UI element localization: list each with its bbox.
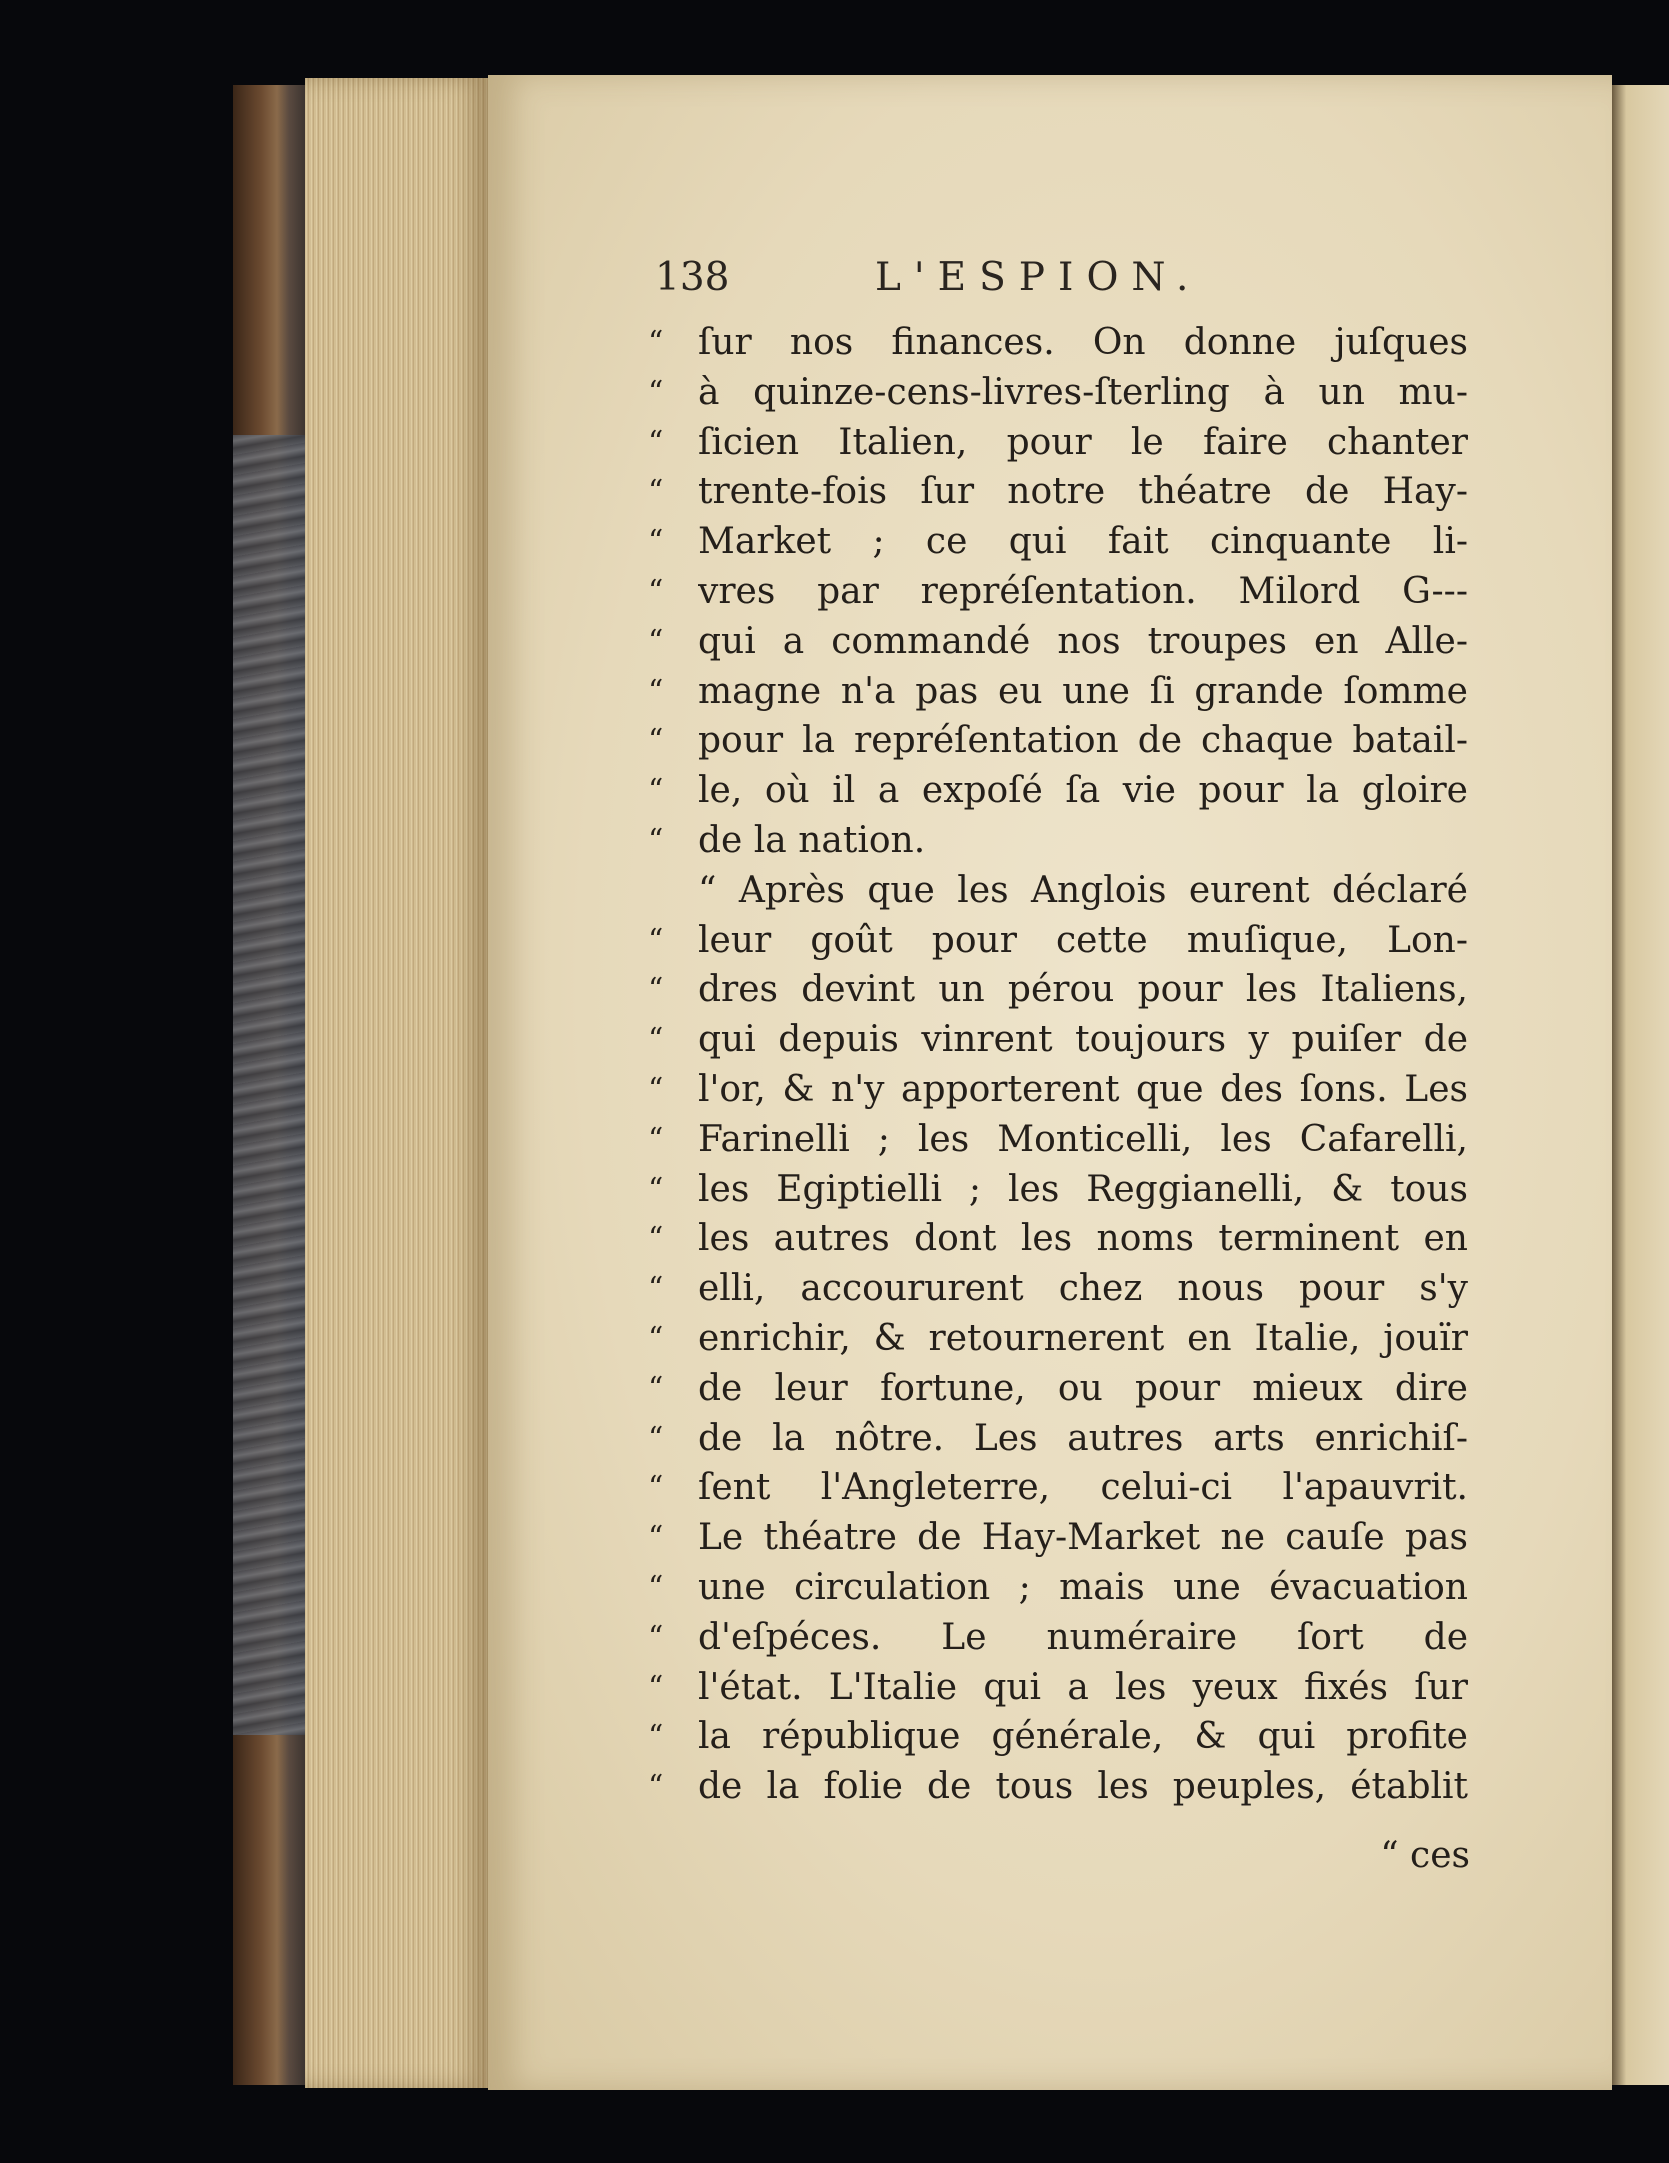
quote-mark: “: [648, 1022, 664, 1058]
line-text: dres devint un pérou pour les Italiens,: [698, 969, 1468, 1011]
line-text: ſicien Italien, pour le faire chanter: [698, 421, 1468, 463]
quote-mark: “: [648, 1470, 664, 1506]
text-line: [648, 1015, 1468, 1065]
text-line: [648, 716, 1468, 766]
quote-mark: “: [648, 1271, 664, 1307]
text-line: [648, 965, 1468, 1015]
catchword: “ ces: [1380, 1835, 1470, 1876]
text-line: [648, 368, 1468, 418]
quote-mark: “: [648, 1171, 664, 1207]
quote-mark: “: [648, 524, 664, 560]
text-line: [648, 418, 1468, 468]
quote-mark: “: [648, 1221, 664, 1257]
body-text: [648, 318, 1468, 1812]
line-text: qui a commandé nos troupes en Alle-: [698, 620, 1468, 662]
text-line: [648, 567, 1468, 617]
line-text: de leur fortune, ou pour mieux dire: [698, 1367, 1468, 1409]
text-line: [648, 1364, 1468, 1414]
page-edges: [305, 78, 490, 2088]
line-text: elli, accoururent chez nous pour s'y: [698, 1268, 1468, 1310]
quote-mark: “: [648, 723, 664, 759]
line-text: la république générale, & qui profite: [698, 1716, 1468, 1758]
quote-mark: “: [648, 1719, 664, 1755]
quote-mark: “: [648, 922, 664, 958]
text-line: [648, 866, 1468, 916]
quote-mark: “: [648, 1320, 664, 1356]
quote-mark: “: [648, 1619, 664, 1655]
line-text: les autres dont les noms terminent en: [698, 1218, 1468, 1260]
line-text: d'eſpéces. Le numéraire ſort de: [698, 1616, 1468, 1658]
quote-mark: “: [648, 673, 664, 709]
quote-mark: “: [648, 822, 664, 858]
text-line: [648, 1712, 1468, 1762]
line-text: Le théatre de Hay-Market ne cauſe pas: [698, 1517, 1468, 1559]
quote-mark: “: [648, 1520, 664, 1556]
quote-mark: “: [648, 325, 664, 360]
line-text: enrichir, & retournerent en Italie, jouïr: [698, 1317, 1468, 1359]
text-line: [648, 1613, 1468, 1663]
text-line: [648, 517, 1468, 567]
text-line: [648, 1165, 1468, 1215]
line-text: ſur nos finances. On donne juſques: [698, 322, 1468, 363]
quote-mark: “: [648, 1769, 664, 1805]
quote-mark: “: [648, 972, 664, 1008]
quote-mark: “: [648, 573, 664, 609]
line-text: Farinelli ; les Monticelli, les Cafarelli,: [698, 1118, 1468, 1160]
line-text: l'état. L'Italie qui a les yeux fixés ſur: [698, 1666, 1468, 1708]
page-header: [655, 255, 1275, 315]
quote-mark: “: [648, 424, 664, 460]
line-text: vres par repréſentation. Milord G---: [698, 570, 1468, 612]
line-text: de la folie de tous les peuples, établit: [698, 1766, 1468, 1808]
text-line: [648, 1463, 1468, 1513]
text-line: [648, 1663, 1468, 1713]
marbled-board: [233, 435, 313, 1735]
text-line: [648, 1214, 1468, 1264]
line-text: ſent l'Angleterre, celui-ci l'apauvrit.: [698, 1467, 1468, 1509]
line-text: Market ; ce qui fait cinquante li-: [698, 521, 1468, 563]
line-text: à quinze-cens-livres-ſterling à un mu-: [698, 371, 1468, 413]
text-line: [648, 318, 1468, 368]
quote-mark: “: [648, 374, 664, 410]
quote-mark: “: [648, 1420, 664, 1456]
text-line: [648, 1414, 1468, 1464]
quote-mark: “: [648, 1071, 664, 1107]
line-text: l'or, & n'y apporterent que des ſons. Les: [698, 1068, 1468, 1110]
quote-mark: “: [648, 1669, 664, 1705]
line-text: leur goût pour cette muſique, Lon-: [698, 919, 1468, 961]
text-line: [648, 1065, 1468, 1115]
text-line: [648, 1314, 1468, 1364]
line-text: qui depuis vinrent toujours y puiſer de: [698, 1019, 1468, 1061]
text-line: [648, 1762, 1468, 1812]
text-line: [648, 766, 1468, 816]
quote-mark: “: [648, 773, 664, 809]
line-text: de la nation.: [698, 819, 926, 861]
page-number: 138: [655, 255, 730, 300]
quote-mark: “: [648, 1121, 664, 1157]
line-text: de la nôtre. Les autres arts enrichiſ-: [698, 1417, 1468, 1459]
line-text: pour la repréſentation de chaque batail-: [698, 720, 1468, 762]
text-line: [648, 667, 1468, 717]
text-line: [648, 1115, 1468, 1165]
paragraph-opening: “ Après que les Anglois eurent déclaré: [698, 869, 1468, 911]
quote-mark: [648, 866, 698, 916]
line-text: magne n'a pas eu une ſi grande ſomme: [698, 670, 1468, 712]
book-cover: [233, 85, 313, 2085]
text-line: [648, 467, 1468, 517]
text-line: [648, 1513, 1468, 1563]
line-text: trente-fois ſur notre théatre de Hay-: [698, 471, 1468, 513]
text-line: [648, 1563, 1468, 1613]
quote-mark: “: [648, 1370, 664, 1406]
text-line: [648, 916, 1468, 966]
quote-mark: “: [648, 1569, 664, 1605]
quote-mark: “: [648, 623, 664, 659]
text-line: [648, 617, 1468, 667]
running-title: L'ESPION.: [875, 255, 1202, 300]
text-line: [648, 1264, 1468, 1314]
line-text: les Egiptielli ; les Reggianelli, & tous: [698, 1168, 1468, 1210]
quote-mark: “: [648, 474, 664, 510]
facing-page-edge: [1612, 85, 1669, 2085]
text-line: [648, 816, 1468, 866]
line-text: une circulation ; mais une évacuation: [698, 1566, 1468, 1608]
line-text: le, où il a expoſé ſa vie pour la gloire: [698, 770, 1468, 812]
